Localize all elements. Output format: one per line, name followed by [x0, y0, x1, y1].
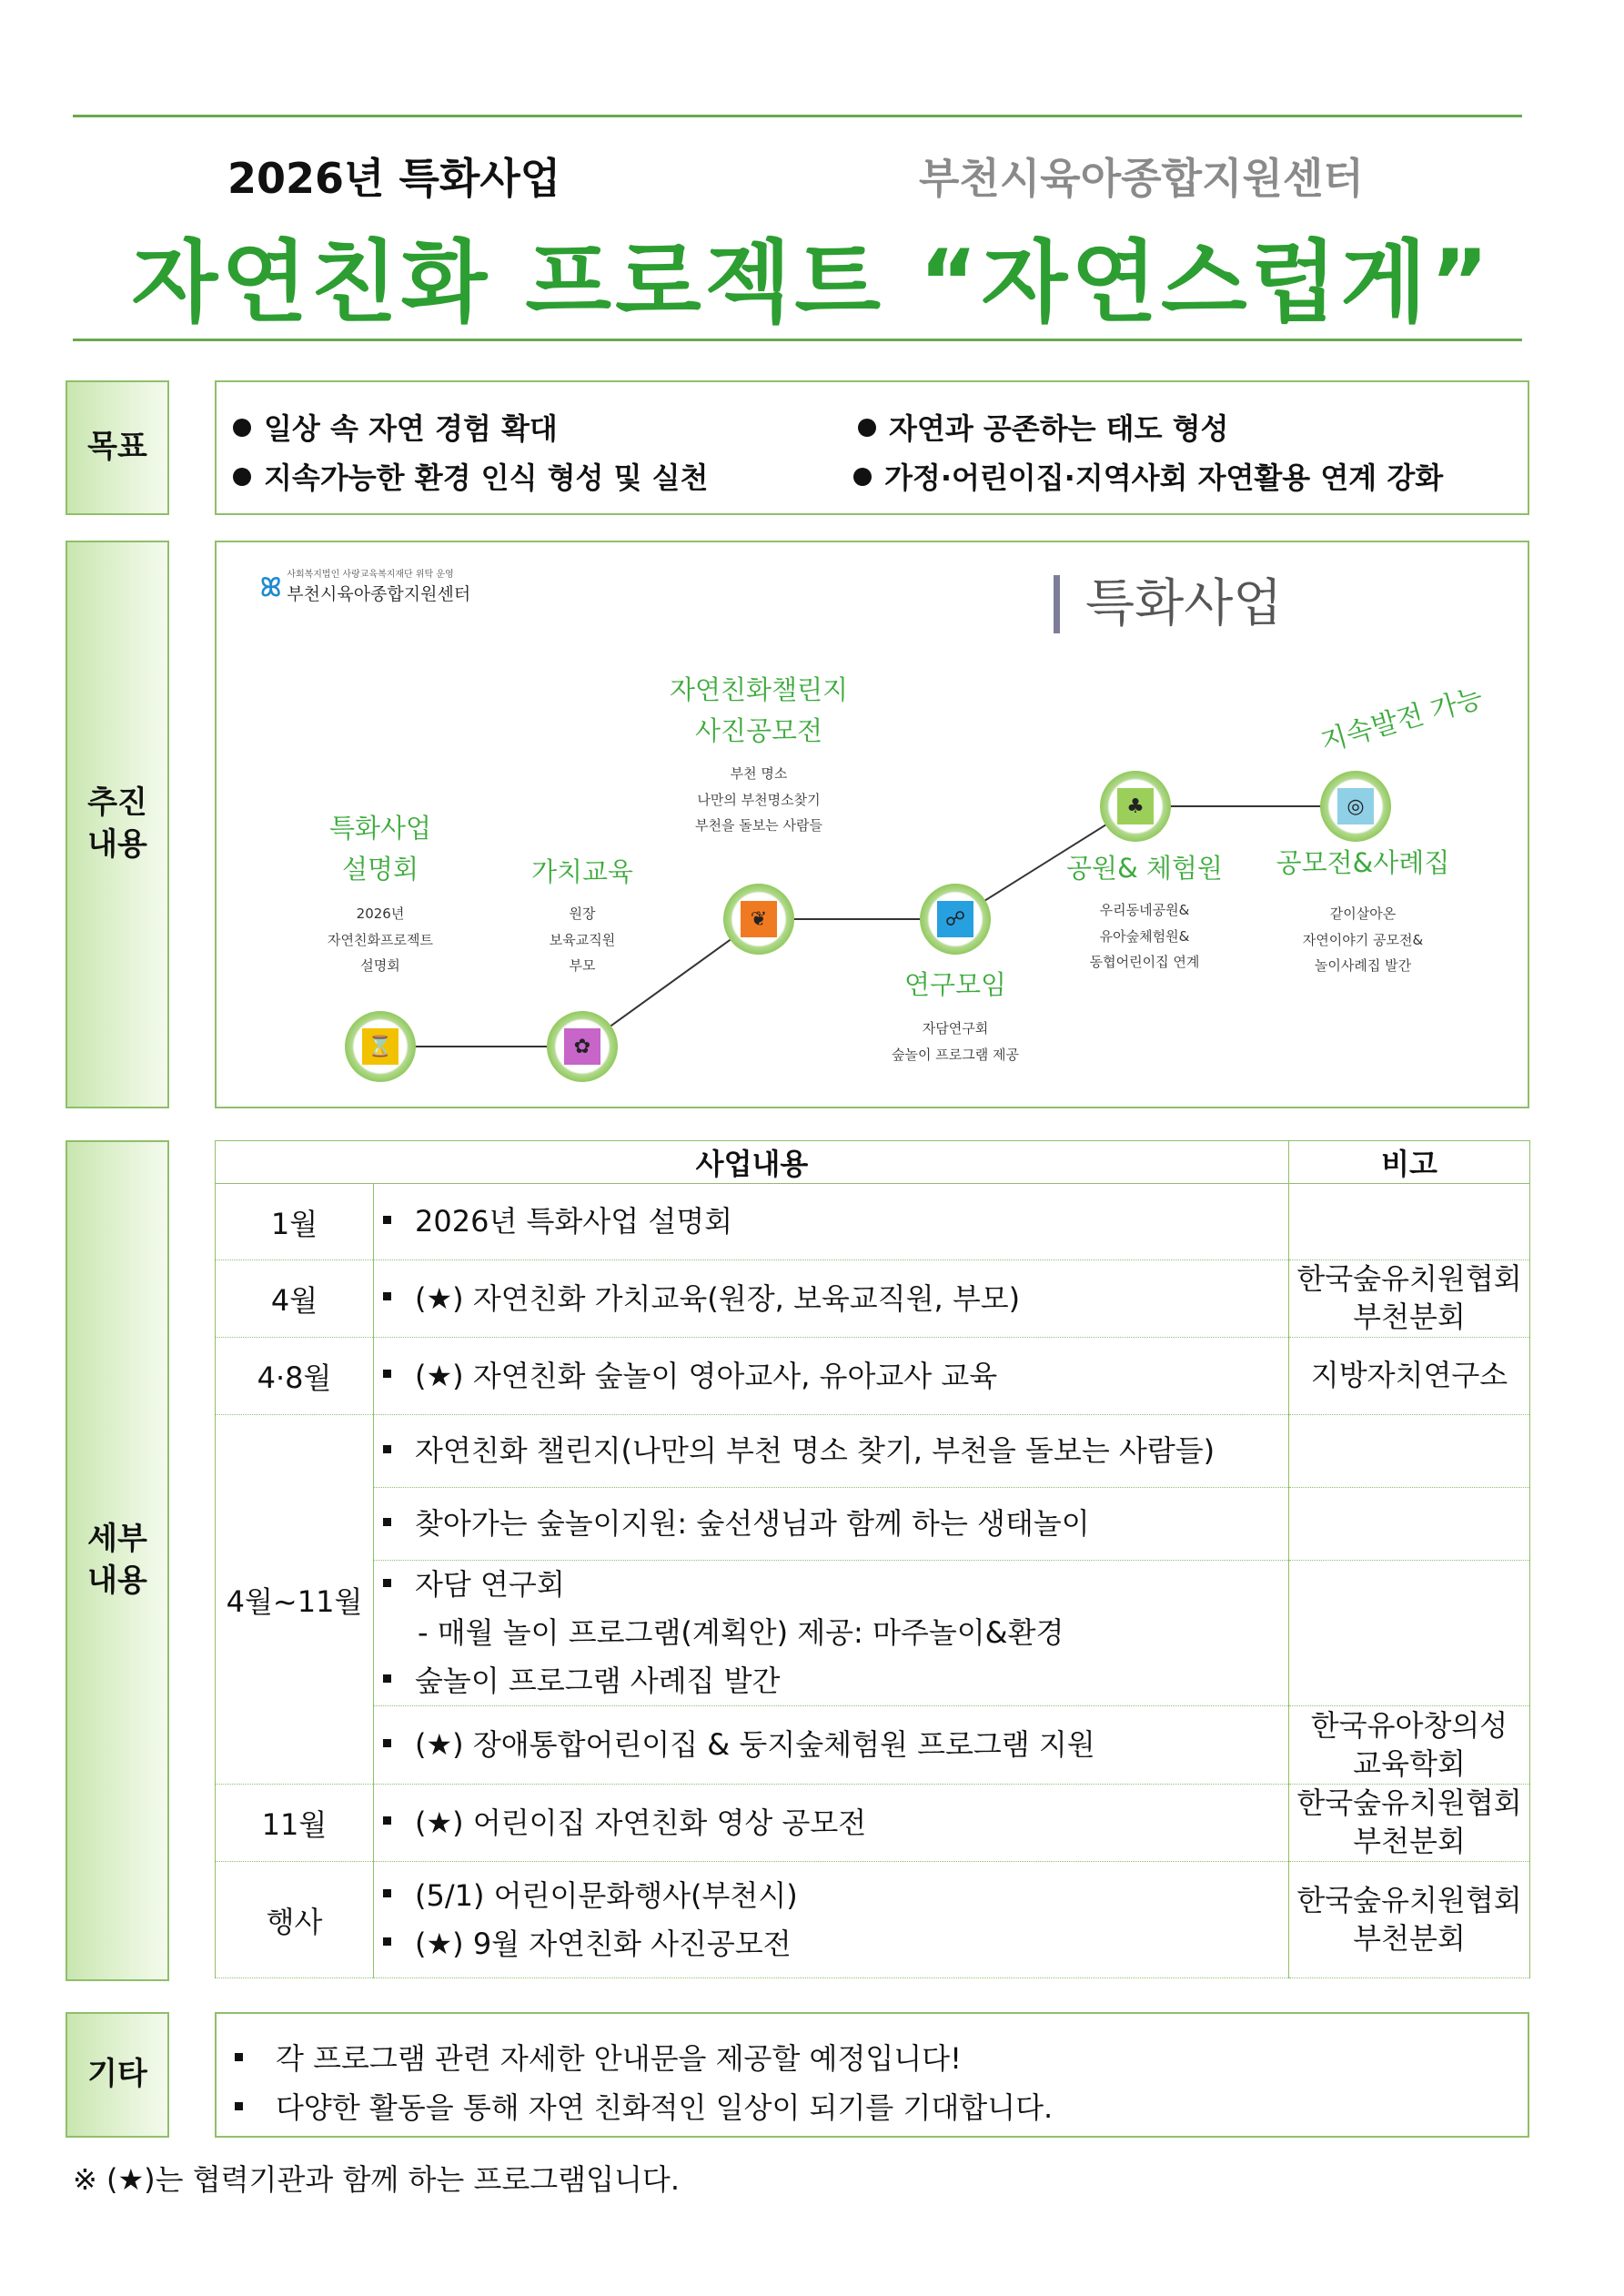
- hourglass-icon: ⌛: [362, 1028, 398, 1065]
- content-cell: 찾아가는 숲놀이지원: 숲선생님과 함께 하는 생태놀이: [374, 1488, 1289, 1561]
- bullet-icon: [383, 1816, 391, 1825]
- month-cell: 행사: [216, 1862, 374, 1978]
- park-icon: ♣: [1117, 788, 1154, 824]
- step-title: 연구모임: [903, 969, 1007, 1000]
- footnote: ※ (★)는 협력기관과 함께 하는 프로그램입니다.: [73, 2162, 681, 2197]
- note-cell: [1289, 1488, 1530, 1561]
- logo-icon: ꕤ: [260, 571, 282, 602]
- step-node: [547, 1011, 618, 1082]
- step-title: 공원& 체험원: [1066, 853, 1223, 884]
- bullet-icon: [383, 1445, 391, 1453]
- step-desc: 같이살아온 자연이야기 공모전& 놀이사례집 발간: [1302, 905, 1424, 974]
- bullet-icon: [233, 419, 251, 437]
- step-node: [723, 884, 794, 955]
- step-title: 특화사업 설명회: [328, 813, 432, 885]
- bullet-icon: [383, 1889, 391, 1897]
- step-desc: 2026년 자연친화프로젝트 설명회: [328, 905, 433, 974]
- note-cell: 한국유아창의성 교육학회: [1289, 1706, 1530, 1785]
- bullet-icon: [383, 1674, 391, 1683]
- meeting-icon: ◎: [1337, 788, 1374, 824]
- step-title: 가치교육: [530, 856, 634, 887]
- etc-box: [215, 2012, 1529, 2138]
- bullet-icon: [235, 2102, 243, 2110]
- content-cell: (★) 어린이집 자연친화 영상 공모전: [374, 1785, 1289, 1862]
- promotion-label: 추진 내용: [66, 541, 169, 1108]
- goal-box: [215, 380, 1529, 515]
- bullet-icon: [383, 1937, 391, 1946]
- etc-label: 기타: [66, 2012, 169, 2138]
- bullet-icon: [383, 1292, 391, 1300]
- table-row: [216, 1184, 1530, 1260]
- detail-label: 세부 내용: [66, 1140, 169, 1981]
- logo-subtitle: 사회복지법인 사랑교육복지재단 위탁 운영: [287, 570, 454, 580]
- detail-table: [215, 1140, 1530, 1978]
- content-cell: (★) 장애통합어린이집 & 둥지숲체험원 프로그램 지원: [374, 1706, 1289, 1785]
- note-cell: 한국숲유치원협회 부천분회: [1289, 1260, 1530, 1338]
- content-cell: 자담 연구회 - 매월 놀이 프로그램(계획안) 제공: 마주놀이&환경 숲놀이 프로그램 사례집 발간: [374, 1561, 1289, 1706]
- step-desc: 우리동네공원& 유아숲체험원& 동협어린이집 연계: [1089, 902, 1200, 970]
- etc-item: 각 프로그램 관련 자세한 안내문을 제공할 예정입니다!: [235, 2036, 962, 2078]
- header-content: 사업내용: [216, 1141, 1289, 1184]
- bullet-icon: [858, 419, 876, 437]
- step-node: [345, 1011, 416, 1082]
- etc-item: 다양한 활동을 통해 자연 친화적인 일상이 되기를 기대합니다.: [235, 2085, 1053, 2127]
- hand-plant-icon: ❦: [741, 901, 777, 937]
- table-row: [216, 1260, 1530, 1338]
- table-row: [216, 1706, 1530, 1785]
- step-title: 공모전&사례집: [1276, 847, 1450, 878]
- table-row: [216, 1338, 1530, 1415]
- top-rule: [73, 115, 1522, 117]
- table-row: [216, 1488, 1530, 1561]
- title-rule: [73, 339, 1522, 341]
- bullet-icon: [233, 468, 251, 486]
- note-cell: 한국숲유치원협회 부천분회: [1289, 1785, 1530, 1862]
- content-cell: 자연친화 챌린지(나만의 부천 명소 찾기, 부천을 돌보는 사람들): [374, 1415, 1289, 1488]
- bullet-icon: [383, 1579, 391, 1587]
- table-row: [216, 1785, 1530, 1862]
- note-cell: [1289, 1415, 1530, 1488]
- content-cell: 2026년 특화사업 설명회: [374, 1184, 1289, 1260]
- step-title: 자연친화챌린지 사진공모전: [669, 674, 849, 746]
- step-node: [1320, 771, 1391, 842]
- step-node: [1100, 771, 1171, 842]
- step-desc: 원장 보육교직원 부모: [549, 905, 616, 974]
- month-cell: 1월: [216, 1184, 374, 1260]
- bullet-icon: [853, 468, 872, 486]
- bullet-icon: [383, 1370, 391, 1378]
- bullet-icon: [235, 2053, 243, 2061]
- note-cell: [1289, 1184, 1530, 1260]
- note-cell: 지방자치연구소: [1289, 1338, 1530, 1415]
- step-node: [920, 884, 991, 955]
- center-name: 부천시육아종합지원센터: [919, 154, 1364, 203]
- month-cell: 4·8월: [216, 1338, 374, 1415]
- bullet-icon: [383, 1739, 391, 1747]
- bullet-icon: [383, 1518, 391, 1526]
- sustain-label: 지속발전 가능: [1316, 682, 1487, 759]
- network-icon: ☍: [937, 901, 973, 937]
- sub-item: - 매월 놀이 프로그램(계획안) 제공: 마주놀이&환경: [418, 1615, 1064, 1651]
- month-cell: 4월: [216, 1260, 374, 1338]
- table-row: [216, 1862, 1530, 1978]
- goal-label: 목표: [66, 380, 169, 515]
- page-title: 자연친화 프로젝트 “자연스럽게”: [131, 231, 1493, 335]
- note-cell: 한국숲유치원협회 부천분회: [1289, 1862, 1530, 1978]
- content-cell: (★) 자연친화 가치교육(원장, 보육교직원, 부모): [374, 1260, 1289, 1338]
- goal-item: 지속가능한 환경 인식 형성 및 실천: [233, 455, 708, 497]
- bullet-icon: [383, 1216, 391, 1224]
- step-desc: 자담연구회 숲놀이 프로그램 제공: [892, 1020, 1019, 1063]
- promotion-diagram: [215, 541, 1529, 1108]
- month-cell: 11월: [216, 1785, 374, 1862]
- header-note: 비고: [1289, 1141, 1530, 1184]
- content-cell: (★) 자연친화 숲놀이 영아교사, 유아교사 교육: [374, 1338, 1289, 1415]
- table-row: [216, 1415, 1530, 1488]
- diagram-title: 특화사업: [1054, 575, 1282, 633]
- table-header-row: [216, 1141, 1530, 1184]
- note-cell: [1289, 1561, 1530, 1706]
- goal-item: 일상 속 자연 경험 확대: [233, 406, 558, 448]
- year-title: 2026년 특화사업: [227, 154, 561, 203]
- plant-icon: ✿: [564, 1028, 600, 1065]
- goal-item: 가정·어린이집·지역사회 자연활용 연계 강화: [853, 455, 1443, 497]
- logo-name: 부천시육아종합지원센터: [287, 584, 471, 604]
- table-row: [216, 1561, 1530, 1706]
- step-desc: 부천 명소 나만의 부천명소찾기 부천을 돌보는 사람들: [695, 765, 822, 834]
- goal-item: 자연과 공존하는 태도 형성: [858, 406, 1228, 448]
- month-cell: 4월~11월: [216, 1415, 374, 1785]
- content-cell: (5/1) 어린이문화행사(부천시) (★) 9월 자연친화 사진공모전: [374, 1862, 1289, 1978]
